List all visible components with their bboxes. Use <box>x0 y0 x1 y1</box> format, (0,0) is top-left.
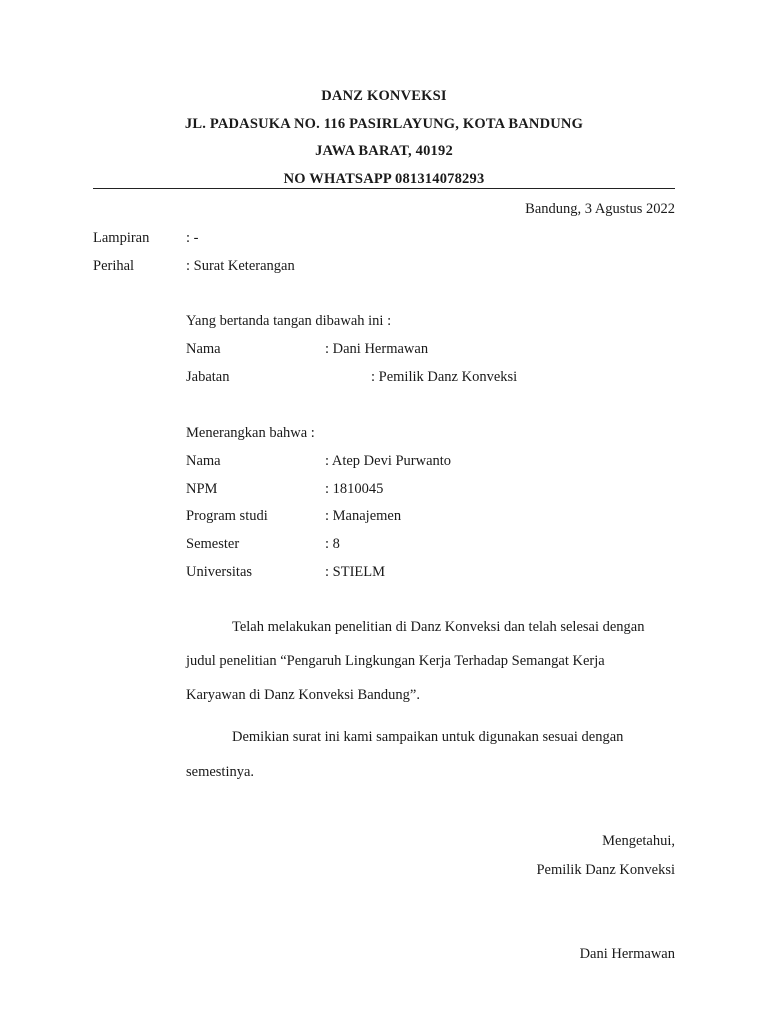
signer-position-value: : Pemilik Danz Konveksi <box>371 369 518 385</box>
subject-name-value: : Atep Devi Purwanto <box>325 453 452 469</box>
body-paragraph-1-line-1: Telah melakukan penelitian di Danz Konveksi dan telah selesai dengan <box>232 619 645 635</box>
signer-position-label: Jabatan <box>186 369 230 385</box>
subject-npm-label: NPM <box>186 481 218 497</box>
company-address: JL. PADASUKA NO. 116 PASIRLAYUNG, KOTA BANDUNG <box>184 116 584 132</box>
lampiran-label: Lampiran <box>93 230 150 246</box>
closing-position: Pemilik Danz Konveksi <box>536 862 675 878</box>
lampiran-value: : - <box>186 230 199 246</box>
body-paragraph-1-line-2: judul penelitian “Pengaruh Lingkungan Kerja Terhadap Semangat Kerja <box>186 653 605 669</box>
closing-acknowledged: Mengetahui, <box>602 833 675 849</box>
company-phone: NO WHATSAPP 081314078293 <box>283 171 485 187</box>
subject-university-value: : STIELM <box>325 564 386 580</box>
company-region: JAWA BARAT, 40192 <box>315 143 453 159</box>
perihal-value: : Surat Keterangan <box>186 258 295 274</box>
subject-semester-label: Semester <box>186 536 240 552</box>
signer-name-label: Nama <box>186 341 221 357</box>
letter-date: Bandung, 3 Agustus 2022 <box>525 201 675 217</box>
body-paragraph-2-line-2: semestinya. <box>186 764 255 780</box>
signer-intro: Yang bertanda tangan dibawah ini : <box>186 313 392 329</box>
subject-program-value: : Manajemen <box>325 508 402 524</box>
perihal-label: Perihal <box>93 258 135 274</box>
letterhead-divider <box>93 188 675 189</box>
signer-name-value: : Dani Hermawan <box>325 341 429 357</box>
closing-signer-name: Dani Hermawan <box>579 946 675 962</box>
subject-semester-value: : 8 <box>325 536 340 552</box>
body-paragraph-1-line-3: Karyawan di Danz Konveksi Bandung”. <box>186 687 420 703</box>
company-name: DANZ KONVEKSI <box>321 88 447 104</box>
subject-program-label: Program studi <box>186 508 268 524</box>
subject-name-label: Nama <box>186 453 221 469</box>
subject-intro: Menerangkan bahwa : <box>186 425 315 441</box>
subject-university-label: Universitas <box>186 564 253 580</box>
subject-npm-value: : 1810045 <box>325 481 384 497</box>
body-paragraph-2-line-1: Demikian surat ini kami sampaikan untuk digunakan sesuai dengan <box>232 729 624 745</box>
